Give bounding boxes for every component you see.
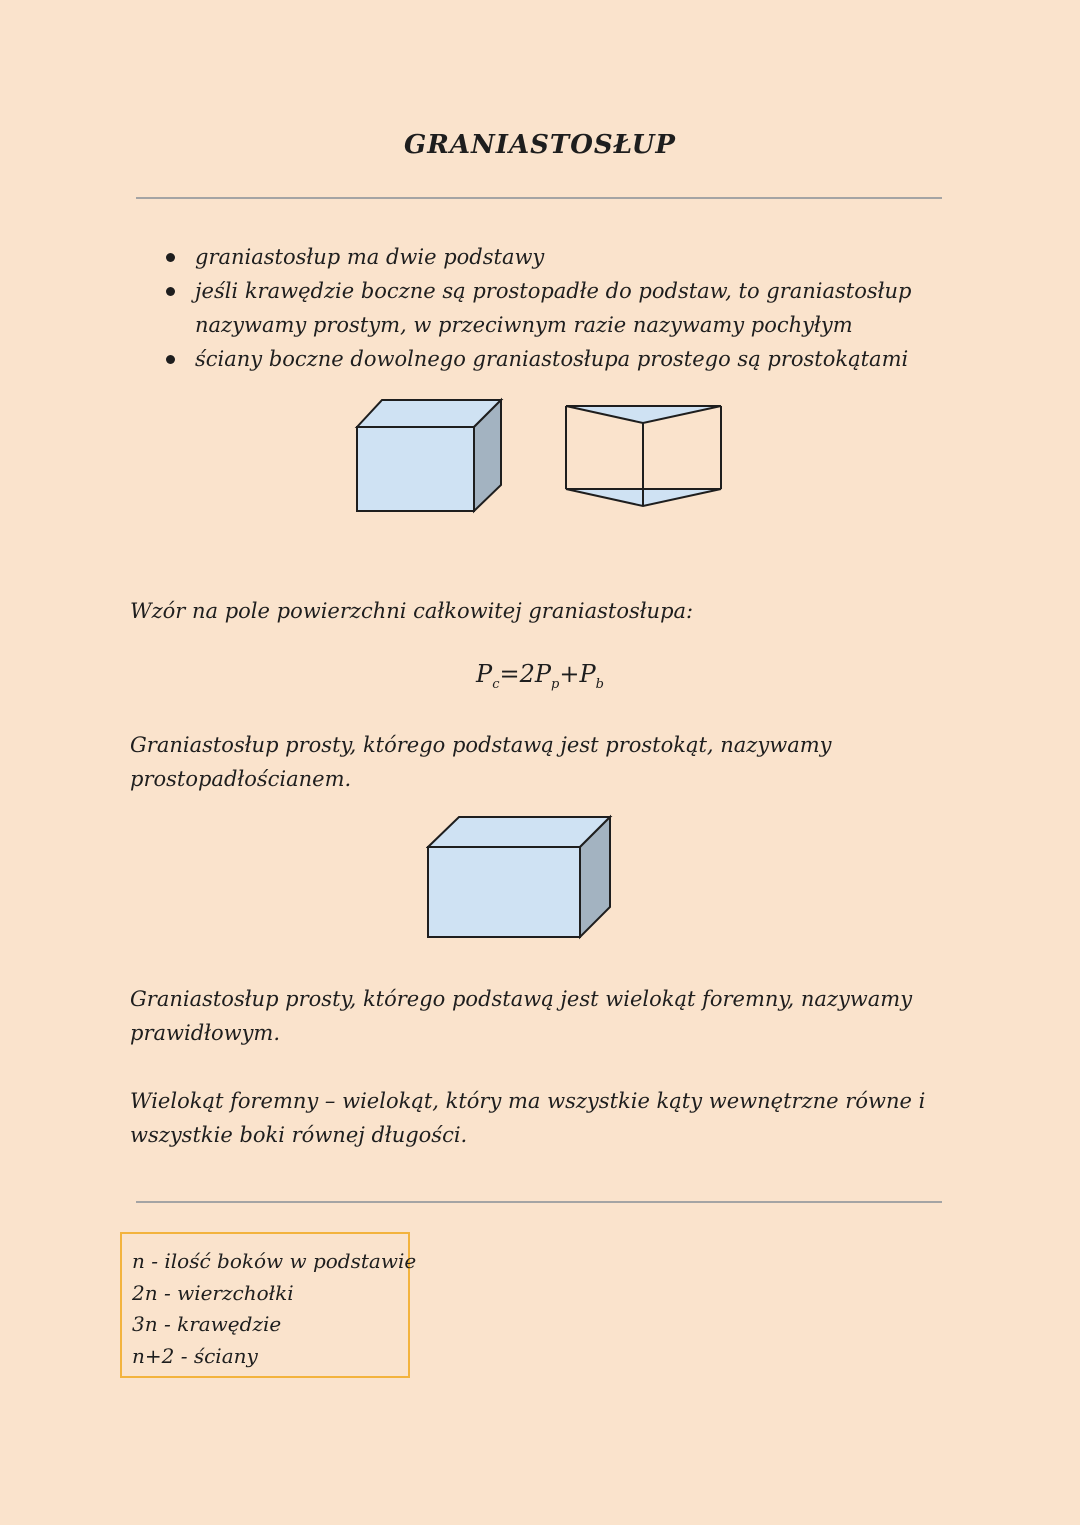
divider-top <box>136 197 942 199</box>
formula-middle-sub: p <box>551 676 560 692</box>
vertices-count: 2n - wierzchołki <box>132 1280 294 1305</box>
edges-count: 3n - krawędzie <box>132 1312 282 1336</box>
triangular-prism-figure <box>563 403 725 509</box>
cuboid-definition: Graniastosłup prosty, którego podstawą jest prostokąt, nazywamy prostopadłościanem. <box>130 733 832 791</box>
divider-bottom <box>136 1201 942 1203</box>
list-item: ściany boczne dowolnego graniastosłupa prostego są prostokątami <box>163 342 923 376</box>
formula-lhs: P <box>476 660 493 688</box>
formula-label: Wzór na pole powierzchni całkowitej graniastosłupa: <box>130 599 694 623</box>
formula-middle: =2P <box>499 660 552 688</box>
page-title: GRANIASTOSŁUP <box>404 130 676 160</box>
prism-counts-box <box>120 1232 417 1378</box>
cuboid-figure <box>354 397 506 517</box>
surface-area-formula <box>0 660 1080 692</box>
formula-plus: +P <box>559 660 596 688</box>
formula-lhs-sub: c <box>492 676 500 692</box>
regular-polygon-definition: Wielokąt foremny – wielokąt, który ma wszystkie kąty wewnętrzne równe i wszystkie boki równej długości. <box>130 1089 926 1147</box>
list-item: jeśli krawędzie boczne są prostopadłe do podstaw, to graniastosłup nazywamy prostym, w przeciwnym razie nazywamy pochyłym <box>163 274 923 342</box>
faces-count: n+2 - ściany <box>132 1343 258 1368</box>
regular-prism-definition: Graniastosłup prosty, którego podstawą jest wielokąt foremny, nazywamy prawidłowym. <box>130 987 913 1045</box>
list-item: graniastosłup ma dwie podstawy <box>163 240 923 274</box>
sides-count: n - ilość boków w podstawie <box>132 1249 417 1273</box>
property-list <box>163 240 923 376</box>
rectangular-cuboid-figure <box>426 814 614 940</box>
formula-plus-sub: b <box>595 676 604 692</box>
